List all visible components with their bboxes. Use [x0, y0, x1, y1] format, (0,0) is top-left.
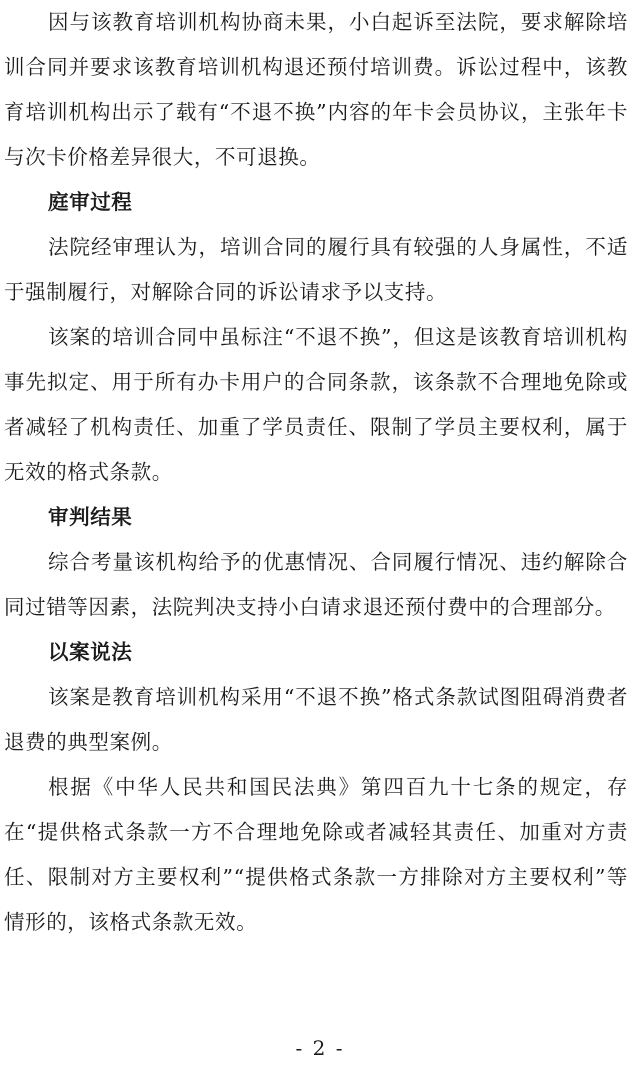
trial-paragraph-2: 该案的培训合同中虽标注“不退不换”，但这是该教育培训机构事先拟定、用于所有办卡用户的合同条款，该条款不合理地免除或者减轻了机构责任、加重了学员责任、限制了学员主要权利，属于无效的格式条款。	[4, 325, 628, 484]
trial-paragraph-1: 法院经审理认为，培训合同的履行具有较强的人身属性，不适于强制履行，对解除合同的诉讼请求予以支持。	[4, 235, 628, 304]
section-heading-trial: 庭审过程	[48, 190, 133, 214]
intro-paragraph: 因与该教育培训机构协商未果，小白起诉至法院，要求解除培训合同并要求该教育培训机构退还预付培训费。诉讼过程中，该教育培训机构出示了载有“不退不换”内容的年卡会员协议，主张年卡与次卡价格差异很大，不可退换。	[4, 10, 628, 169]
section-heading-law: 以案说法	[48, 640, 133, 664]
law-paragraph-1: 该案是教育培训机构采用“不退不换”格式条款试图阻碍消费者退费的典型案例。	[4, 685, 628, 754]
result-paragraph-1: 综合考量该机构给予的优惠情况、合同履行情况、违约解除合同过错等因素，法院判决支持小白请求退还预付费中的合理部分。	[4, 550, 628, 619]
page-number: - 2 -	[295, 1036, 345, 1060]
law-paragraph-2: 根据《中华人民共和国民法典》第四百九十七条的规定，存在“提供格式条款一方不合理地免除或者减轻其责任、加重对方责任、限制对方主要权利”“提供格式条款一方排除对方主要权利”等情形的，该格式条款无效。	[4, 775, 628, 934]
document-body	[4, 0, 628, 945]
section-heading-result: 审判结果	[48, 505, 133, 529]
